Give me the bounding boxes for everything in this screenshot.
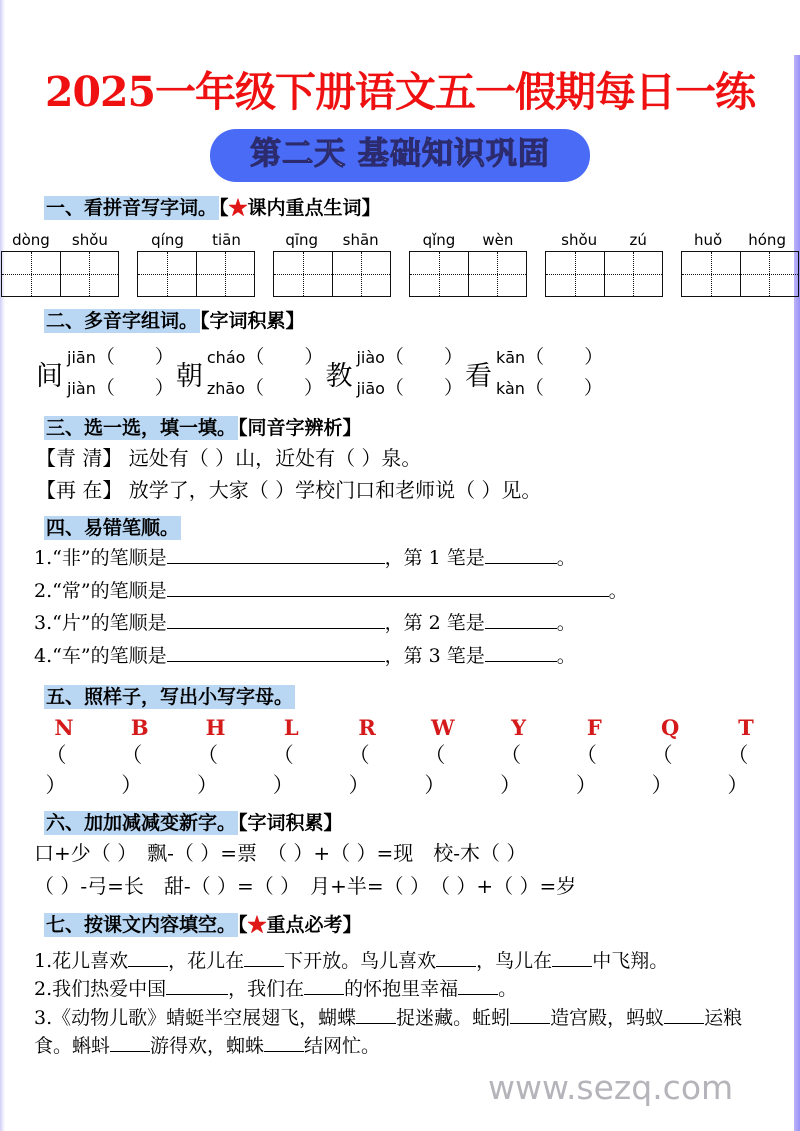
polyphone-pinyin: kān: [495, 348, 526, 368]
worksheet-page: [6, 0, 794, 1131]
uppercase-letter: L: [283, 715, 299, 741]
tianzige-box[interactable]: [545, 251, 663, 297]
stroke-order-number: 1.: [34, 546, 53, 569]
pinyin-syllable: qíng: [151, 231, 184, 250]
pinyin-grid-item: [137, 232, 255, 297]
fill-blank-text: 3.《动物儿歌》蜻蜓半空展翅飞，蝴蝶: [34, 1006, 357, 1029]
lowercase-answer-blank[interactable]: （ ）: [121, 743, 159, 798]
fill-blank-text: 的怀抱里幸福: [344, 978, 459, 1001]
polyphone-reading-line[interactable]: jiàn（ ）: [67, 377, 174, 400]
fill-blank-text: 运粮食。蝌蚪: [34, 1006, 743, 1058]
tianzige-cell[interactable]: [468, 252, 527, 296]
pinyin-syllable: qǐng: [422, 231, 456, 250]
tianzige-box[interactable]: [137, 251, 255, 297]
stroke-order-line: [6, 542, 794, 575]
section-4-heading-text: 四、易错笔顺。: [46, 517, 180, 540]
polyphone-pinyin: zhāo: [206, 379, 246, 399]
fill-blank-input[interactable]: [128, 966, 168, 967]
tianzige-cell[interactable]: [2, 252, 60, 296]
pinyin-grid-item: [409, 232, 527, 297]
polyphone-pinyin: jiāo: [356, 379, 385, 399]
fill-blank-line: [6, 947, 794, 976]
polyphone-reading-line[interactable]: kàn（ ）: [495, 377, 603, 400]
stroke-order-mid: ，第 2 笔是: [384, 612, 485, 635]
pinyin-grid-item: [545, 232, 663, 297]
section-5-heading-text: 五、照样子，写出小写字母。: [46, 685, 294, 708]
fill-blank-text: 。: [498, 978, 518, 1001]
polyphone-reading-line[interactable]: jiān（ ）: [67, 346, 174, 369]
stroke-order-prompt: “常”的笔顺是: [52, 579, 167, 602]
uppercase-letter: B: [130, 715, 149, 741]
polyphone-reading-line[interactable]: jiào（ ）: [356, 346, 463, 369]
lowercase-answer-blank[interactable]: （ ）: [45, 743, 83, 798]
stroke-order-line: [6, 640, 794, 673]
tianzige-box[interactable]: [1, 251, 119, 297]
uppercase-letter: N: [54, 715, 74, 741]
section-5-heading: [6, 685, 794, 711]
stroke-order-blank[interactable]: [167, 596, 609, 597]
fill-blank-input[interactable]: [458, 994, 498, 995]
tianzige-cell[interactable]: [138, 252, 196, 296]
polyphone-pinyin: jiàn: [67, 379, 96, 399]
section-1-heading: 一、看拼音写字词。 【★课内重点生词】: [46, 196, 381, 219]
fill-blank-input[interactable]: [436, 966, 476, 967]
pinyin-syllable: huǒ: [694, 231, 723, 250]
polyphone-pinyin: jiào: [356, 348, 385, 368]
polyphone-readings: [207, 342, 324, 404]
uppercase-letter: H: [205, 715, 226, 741]
section-3-heading-text: 三、选一选，填一填。: [46, 416, 237, 439]
uppercase-letter: Q: [660, 715, 680, 741]
stroke-number-blank[interactable]: [485, 563, 557, 564]
section-3-heading-tail: 同音字辨析: [247, 416, 343, 439]
pinyin-label: [681, 232, 799, 249]
section-6-heading-tail: 字词积累: [247, 812, 324, 835]
fill-blank-text: 造宫殿，蚂蚁: [550, 1006, 665, 1029]
polyphone-readings: [356, 342, 463, 404]
polyphone-row: [6, 342, 794, 404]
pinyin-grid-row: [6, 232, 794, 297]
fill-blank-text: 下开放。鸟儿喜欢: [284, 949, 437, 972]
tianzige-cell[interactable]: [196, 252, 255, 296]
polyphone-reading-line[interactable]: zhāo（ ）: [206, 377, 324, 400]
polyphone-group: [36, 342, 174, 404]
polyphone-pinyin: kàn: [495, 379, 525, 399]
stroke-order-end: 。: [556, 612, 576, 635]
pinyin-label: [409, 232, 527, 249]
tianzige-cell[interactable]: [546, 252, 604, 296]
fill-blank-text: 中飞翔。: [592, 949, 669, 972]
fill-blank-input[interactable]: [110, 1051, 150, 1052]
section-7-heading-text: 七、按课文内容填空。: [46, 914, 237, 937]
fill-blank-text: 1.花儿喜欢: [34, 949, 129, 972]
stroke-order-number: 3.: [34, 612, 53, 635]
fill-blank-line: [6, 975, 794, 1004]
tianzige-box[interactable]: [409, 251, 527, 297]
fill-blank-input[interactable]: [166, 994, 228, 995]
polyphone-readings: [496, 342, 603, 404]
fill-blank-input[interactable]: [244, 966, 284, 967]
stroke-order-end: 。: [556, 644, 576, 667]
polyphone-reading-line[interactable]: cháo（ ）: [206, 346, 324, 369]
section-7-heading-tail: 重点必考: [266, 914, 343, 937]
section-1-star-icon: ★: [228, 196, 248, 219]
pinyin-syllable: qīng: [285, 231, 319, 250]
tianzige-box[interactable]: [273, 251, 391, 297]
fill-blank-input[interactable]: [304, 994, 344, 995]
tianzige-cell[interactable]: [604, 252, 663, 296]
polyphone-character: 看: [464, 360, 492, 392]
polyphone-group: [176, 342, 324, 404]
homophone-line[interactable]: 【青 清】 远处有（ ）山，近处有（ ）泉。: [36, 445, 422, 470]
stroke-order-end: 。: [556, 546, 576, 569]
stroke-number-blank[interactable]: [485, 628, 557, 629]
stroke-order-prompt: “片”的笔顺是: [52, 612, 167, 635]
page-edge-strip-right: [793, 55, 800, 1131]
polyphone-group: [465, 342, 603, 404]
section-2-heading-tail: 字词积累: [209, 309, 286, 332]
polyphone-pinyin: cháo: [206, 348, 246, 368]
tianzige-cell[interactable]: [410, 252, 468, 296]
section-3-heading: 三、选一选，填一填。 【同音字辨析】: [46, 416, 362, 439]
section-1-heading-tail: 课内重点生词: [247, 196, 362, 219]
uppercase-letter: R: [358, 715, 376, 741]
tianzige-cell[interactable]: [682, 252, 740, 296]
fill-blank-text: ，鸟儿在: [476, 949, 553, 972]
lowercase-answer-row: [6, 739, 794, 799]
pinyin-syllable: shǒu: [561, 231, 598, 250]
tianzige-cell[interactable]: [274, 252, 332, 296]
site-watermark: www.sezq.com: [488, 1068, 734, 1107]
fill-blank-text: ，我们在: [228, 978, 305, 1001]
fill-blank-text: ，花儿在: [168, 949, 245, 972]
tianzige-cell[interactable]: [60, 252, 119, 296]
day-banner-wrap: [6, 129, 794, 182]
stroke-order-line: [6, 607, 794, 640]
polyphone-character: 教: [325, 360, 353, 392]
uppercase-letter: Y: [511, 715, 527, 741]
stroke-order-blank[interactable]: [167, 628, 385, 629]
homophone-line[interactable]: 【再 在】 放学了，大家（ ）学校门口和老师说（ ）见。: [36, 477, 542, 502]
polyphone-reading-line[interactable]: jiāo（ ）: [356, 377, 463, 400]
section-7-star-icon: ★: [247, 914, 267, 937]
stroke-order-line: [6, 575, 794, 608]
lowercase-answer-blank[interactable]: （ ）: [575, 743, 613, 798]
uppercase-letter: W: [431, 715, 455, 741]
fill-blank-input[interactable]: [664, 1023, 704, 1024]
page-edge-strip-left: [0, 0, 5, 1131]
day-banner: 第二天 基础知识巩固: [210, 129, 590, 182]
char-math-line[interactable]: （ ）-弓=长 甜-（ ）=（ ） 月+半=（ ） （ ）+（ ）=岁: [34, 874, 577, 899]
pinyin-syllable: shān: [342, 231, 379, 250]
stroke-order-mid: ，第 3 笔是: [384, 644, 485, 667]
pinyin-syllable: zú: [629, 231, 647, 250]
pinyin-grid-item: [1, 232, 119, 297]
pinyin-syllable: shǒu: [71, 231, 108, 250]
pinyin-label: [1, 232, 119, 249]
lowercase-answer-blank[interactable]: （ ）: [272, 743, 310, 798]
uppercase-letter-row: [6, 715, 794, 740]
lowercase-answer-blank[interactable]: （ ）: [197, 743, 235, 798]
polyphone-group: [325, 342, 463, 404]
stroke-order-prompt: “非”的笔顺是: [52, 546, 167, 569]
char-math-line[interactable]: 口+少（ ） 飘-（ ）=票 （ ）+（ ）=现 校-木（ ）: [34, 840, 527, 865]
stroke-order-number: 2.: [34, 579, 53, 602]
tianzige-cell[interactable]: [332, 252, 391, 296]
polyphone-character: 间: [36, 360, 63, 392]
lowercase-answer-blank[interactable]: （ ）: [727, 743, 765, 798]
polyphone-character: 朝: [175, 360, 203, 392]
pinyin-label: [545, 232, 663, 249]
pinyin-syllable: tiān: [212, 231, 241, 250]
pinyin-syllable: dòng: [12, 231, 50, 250]
stroke-order-end: 。: [608, 579, 628, 602]
lowercase-answer-blank[interactable]: （ ）: [348, 743, 386, 798]
pinyin-label: [273, 232, 391, 249]
pinyin-syllable: hóng: [748, 231, 786, 250]
stroke-number-blank[interactable]: [485, 661, 557, 662]
lowercase-answer-blank[interactable]: （ ）: [424, 743, 462, 798]
fill-blank-line: [6, 1004, 794, 1061]
stroke-order-prompt: “车”的笔顺是: [52, 644, 167, 667]
stroke-order-mid: ，第 1 笔是: [384, 546, 485, 569]
fill-blank-input[interactable]: [356, 1023, 396, 1024]
uppercase-letter: F: [586, 715, 602, 741]
fill-blank-text: 2.我们热爱中国: [34, 978, 167, 1001]
section-7-heading: 七、按课文内容填空。 【★重点必考】: [46, 914, 362, 937]
fill-blank-input[interactable]: [552, 966, 592, 967]
lowercase-answer-blank[interactable]: （ ）: [651, 743, 689, 798]
polyphone-reading-line[interactable]: kān（ ）: [495, 346, 604, 369]
section-1-heading-text: 一、看拼音写字词。: [46, 196, 218, 219]
lowercase-answer-blank[interactable]: （ ）: [500, 743, 538, 798]
page-title: 2025一年级下册语文五一假期每日一练: [44, 68, 756, 116]
section-2-heading: 二、多音字组词。 【字词积累】: [46, 309, 305, 332]
fill-blank-text: 游得欢，蜘蛛: [150, 1035, 265, 1058]
uppercase-letter: T: [738, 715, 754, 741]
pinyin-grid-item: [273, 232, 391, 297]
section-6-heading: 六、加加减减变新字。 【字词积累】: [46, 812, 343, 835]
pinyin-syllable: wèn: [482, 231, 514, 250]
fill-blank-input[interactable]: [264, 1051, 304, 1052]
stroke-order-blank[interactable]: [167, 661, 385, 662]
pinyin-label: [137, 232, 255, 249]
tianzige-box[interactable]: [681, 251, 799, 297]
tianzige-cell[interactable]: [740, 252, 799, 296]
section-2-heading-text: 二、多音字组词。: [46, 309, 199, 332]
pinyin-grid-item: [681, 232, 799, 297]
fill-blank-input[interactable]: [510, 1023, 550, 1024]
stroke-order-blank[interactable]: [167, 563, 385, 564]
fill-blank-text: 结网忙。: [304, 1035, 381, 1058]
stroke-order-number: 4.: [34, 644, 53, 667]
section-6-heading-text: 六、加加减减变新字。: [46, 812, 237, 835]
polyphone-readings: [67, 342, 174, 404]
section-4-heading: [6, 516, 794, 542]
fill-blank-text: 捉迷藏。蚯蚓: [396, 1006, 511, 1029]
polyphone-pinyin: jiān: [67, 348, 96, 368]
